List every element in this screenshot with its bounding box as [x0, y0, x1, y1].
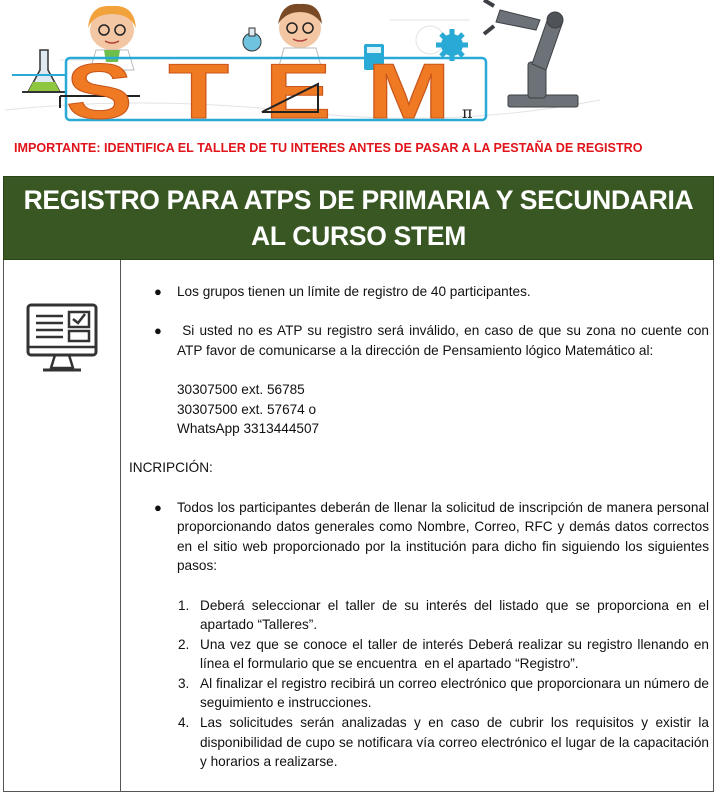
stem-banner: [0, 0, 612, 138]
bullet-item: ● Si usted no es ATP su registro será inválido, en caso de que su zona no cuente con ATP favor de comunicarse a la dirección de Pensamiento lógico Matemático al:: [154, 323, 713, 358]
step-item: 1. Deberá seleccionar el taller de su interés del listado que se proporciona en el apartado “Talleres”.: [178, 597, 709, 633]
bullet-icon: ●: [154, 284, 162, 299]
bullet-icon: ●: [154, 499, 162, 515]
flask-icon: [22, 50, 66, 92]
bullet-icon: ●: [154, 323, 162, 339]
title-bar: [3, 176, 714, 260]
page-title-line-1: REGISTRO PARA ATPS DE PRIMARIA Y SECUNDARIA: [23, 185, 694, 215]
step-item: 4. Las solicitudes serán analizadas y en caso de cubrir los requisitos y existir la disponibilidad de cupo se notificara vía correo electrónico el lugar de la capacitación y horarios a realizarse.: [178, 715, 709, 770]
contact-phone-1: 30307500 ext. 56785: [177, 381, 305, 397]
step-item: 2. Una vez que se conoce el taller de interés Deberá realizar su registro llenando en línea el formulario que se encuentra en el apartado “Registro”.: [178, 636, 713, 672]
registration-content: [129, 282, 713, 772]
step-item: 3. Al finalizar el registro recibirá un correo electrónico que proporcionara un número de seguimiento e instrucciones.: [178, 675, 709, 711]
robot-arm-illustration: [484, 0, 578, 107]
stem-banner-illustration: [0, 0, 612, 138]
stem-logo-text: STEM: [66, 47, 486, 135]
inscription-heading: INCRIPCIÓN:: [129, 460, 213, 476]
bullet-item: ● Los grupos tienen un límite de registro de 40 participantes.: [129, 282, 709, 302]
contact-list: [129, 380, 709, 439]
info-table: [3, 260, 714, 792]
icon-cell: [4, 260, 121, 791]
page-title-line-2: AL CURSO STEM: [251, 221, 466, 251]
contact-phone-2: 30307500 ext. 57674 o: [177, 401, 317, 417]
page-title: [24, 182, 694, 254]
online-form-monitor-icon: [25, 302, 99, 376]
contact-whatsapp: WhatsApp 3313444507: [177, 421, 320, 437]
pi-symbol: π: [462, 103, 473, 122]
important-notice: IMPORTANTE: IDENTIFICA EL TALLER DE TU INTERES ANTES DE PASAR A LA PESTAÑA DE REGISTRO: [14, 141, 643, 155]
bullet-item: ● Todos los participantes deberán de llenar la solicitud de inscripción de manera personal proporcionando datos generales como Nombre, Correo, RFC y demás datos correctos en el sitio web proporcionado por la institución para dicho fin siguiendo los siguientes pasos:: [154, 499, 709, 574]
